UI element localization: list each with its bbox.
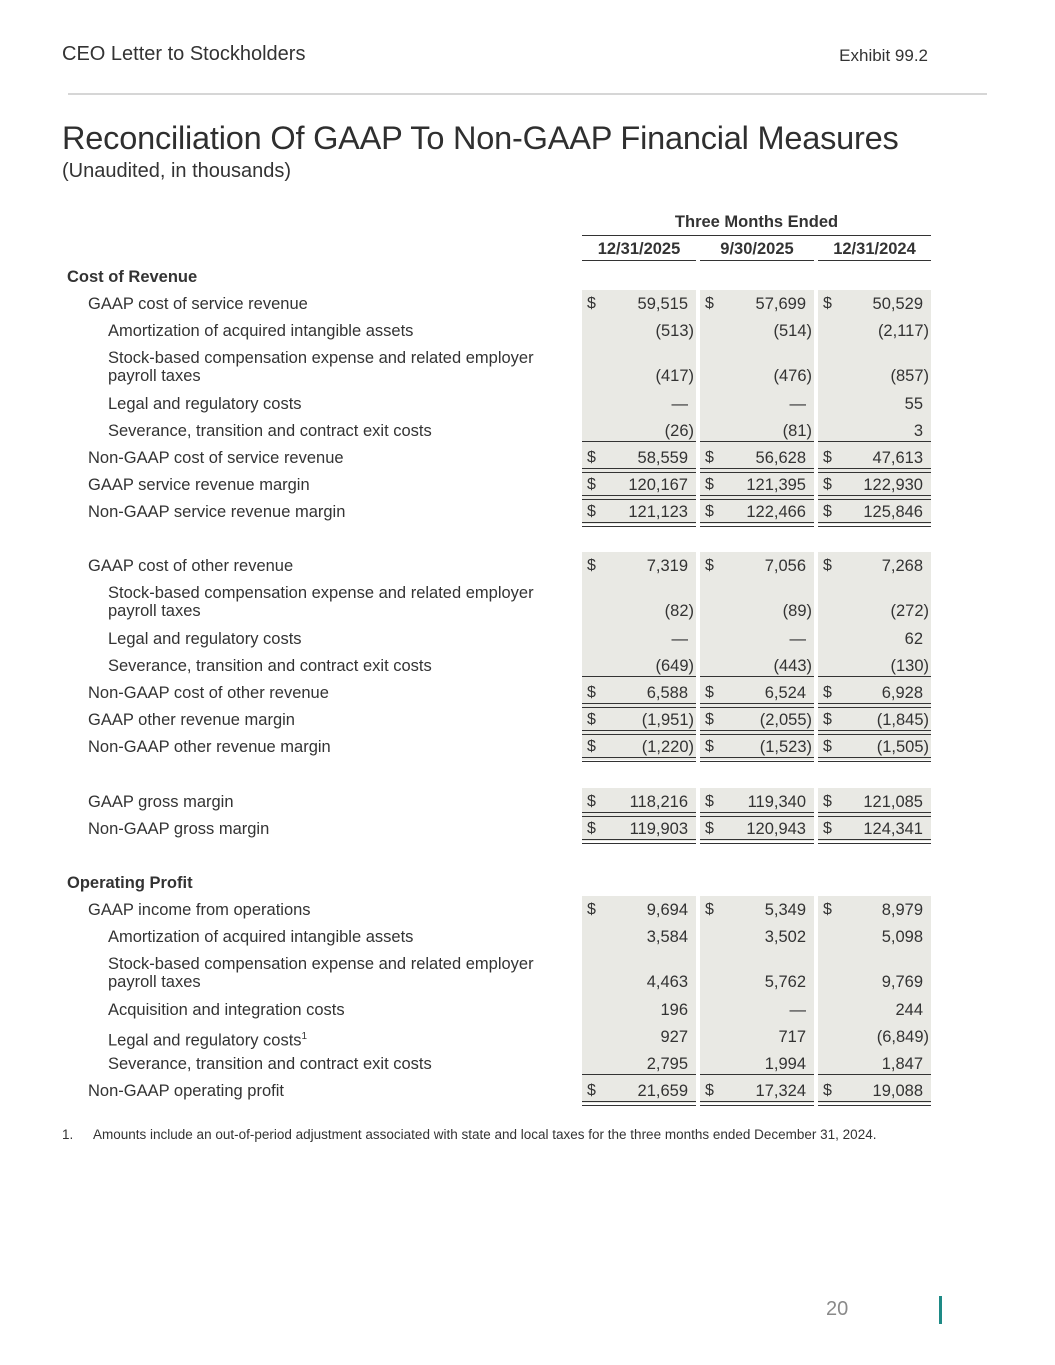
table-cell: (2,117) xyxy=(877,322,929,340)
page-number: 20 xyxy=(826,1298,849,1320)
table-cell: (857) xyxy=(890,367,929,385)
table-cell: 3,502 xyxy=(764,928,806,946)
table-row xyxy=(0,955,1055,991)
total-double-rule xyxy=(582,1101,696,1106)
table-row xyxy=(0,349,1055,385)
page-header-right: Exhibit 99.2 xyxy=(839,46,928,65)
total-double-rule xyxy=(818,495,931,500)
table-cell: (81) xyxy=(782,422,812,440)
total-double-rule xyxy=(582,495,696,500)
row-label: Legal and regulatory costs xyxy=(108,395,302,413)
table-row xyxy=(0,1082,1055,1117)
row-label: Severance, transition and contract exit costs xyxy=(108,657,432,675)
page-subtitle: (Unaudited, in thousands) xyxy=(62,160,292,182)
table-cell: (26) xyxy=(664,422,694,440)
table-cell: 4,463 xyxy=(646,973,688,991)
total-double-rule xyxy=(818,839,931,844)
currency-symbol: $ xyxy=(705,738,714,755)
currency-symbol: $ xyxy=(823,820,832,837)
table-cell: 5,098 xyxy=(881,928,923,946)
table-cell: — xyxy=(671,630,688,648)
column-header: 12/31/2025 xyxy=(582,238,696,261)
row-label: GAAP cost of service revenue xyxy=(88,295,308,313)
total-double-rule xyxy=(700,522,814,527)
table-cell: — xyxy=(671,395,688,413)
table-cell: 6,524 xyxy=(764,684,806,702)
row-label: GAAP other revenue margin xyxy=(88,711,295,729)
row-label: GAAP service revenue margin xyxy=(88,476,310,494)
table-cell: — xyxy=(789,1001,806,1019)
currency-symbol: $ xyxy=(705,711,714,728)
row-label: Non-GAAP other revenue margin xyxy=(88,738,331,756)
table-cell: (1,951) xyxy=(641,711,694,729)
table-cell: 19,088 xyxy=(872,1082,923,1100)
table-cell: (272) xyxy=(890,602,929,620)
currency-symbol: $ xyxy=(705,295,714,312)
currency-symbol: $ xyxy=(705,793,714,810)
row-label: Non-GAAP cost of other revenue xyxy=(88,684,329,702)
footnote-marker: 1 xyxy=(301,1031,308,1042)
table-cell: (1,220) xyxy=(641,738,694,756)
total-double-rule xyxy=(700,757,814,762)
table-cell: 47,613 xyxy=(872,449,923,467)
currency-symbol: $ xyxy=(587,820,596,837)
currency-symbol: $ xyxy=(587,738,596,755)
table-cell: 55 xyxy=(904,395,923,413)
table-cell: 120,943 xyxy=(746,820,806,838)
currency-symbol: $ xyxy=(823,793,832,810)
row-label: GAAP income from operations xyxy=(88,901,311,919)
table-cell: 62 xyxy=(904,630,923,648)
table-row xyxy=(0,820,1055,855)
currency-symbol: $ xyxy=(823,557,832,574)
table-cell: 7,268 xyxy=(881,557,923,575)
table-cell: 118,216 xyxy=(629,793,688,811)
total-double-rule xyxy=(700,703,814,708)
subtotal-rule xyxy=(700,1074,814,1075)
table-cell: (89) xyxy=(782,602,812,620)
column-header: 9/30/2025 xyxy=(700,238,814,261)
total-double-rule xyxy=(818,1101,931,1106)
row-label: Stock-based compensation expense and related employer payroll taxes xyxy=(108,349,534,385)
subtotal-rule xyxy=(582,441,696,442)
currency-symbol: $ xyxy=(823,684,832,701)
table-cell: (417) xyxy=(655,367,694,385)
page-accent-bar xyxy=(939,1296,942,1324)
currency-symbol: $ xyxy=(823,449,832,466)
table-cell: 9,769 xyxy=(881,973,923,991)
table-cell: 7,056 xyxy=(764,557,806,575)
table-cell: 196 xyxy=(660,1001,688,1019)
total-double-rule xyxy=(700,812,814,817)
total-double-rule xyxy=(818,812,931,817)
currency-symbol: $ xyxy=(705,684,714,701)
subtotal-rule xyxy=(582,1074,696,1075)
currency-symbol: $ xyxy=(587,684,596,701)
row-label: Severance, transition and contract exit costs xyxy=(108,1055,432,1073)
currency-symbol: $ xyxy=(587,711,596,728)
footnote-number: 1. xyxy=(62,1127,74,1142)
currency-symbol: $ xyxy=(587,503,596,520)
total-double-rule xyxy=(700,495,814,500)
total-double-rule xyxy=(582,812,696,817)
row-label: Legal and regulatory costs xyxy=(108,630,302,648)
table-cell: 120,167 xyxy=(628,476,688,494)
subtotal-rule xyxy=(818,676,931,677)
table-row xyxy=(0,738,1055,773)
table-cell: (514) xyxy=(773,322,812,340)
table-row xyxy=(0,584,1055,620)
table-cell: (1,845) xyxy=(876,711,929,729)
table-cell: 21,659 xyxy=(637,1082,688,1100)
table-row xyxy=(0,503,1055,538)
currency-symbol: $ xyxy=(823,901,832,918)
subtotal-rule xyxy=(818,441,931,442)
table-cell: 119,340 xyxy=(747,793,806,811)
table-cell: 124,341 xyxy=(863,820,923,838)
total-double-rule xyxy=(582,468,696,473)
table-cell: 927 xyxy=(660,1028,688,1046)
page-title: Reconciliation Of GAAP To Non-GAAP Financial Measures xyxy=(62,120,899,156)
row-label: Amortization of acquired intangible assets xyxy=(108,322,414,340)
currency-symbol: $ xyxy=(705,449,714,466)
table-cell: 121,395 xyxy=(746,476,806,494)
currency-symbol: $ xyxy=(705,503,714,520)
table-cell: 121,123 xyxy=(628,503,688,521)
table-cell: 3 xyxy=(913,422,923,440)
row-label: Non-GAAP operating profit xyxy=(88,1082,284,1100)
total-double-rule xyxy=(582,730,696,735)
table-cell: 17,324 xyxy=(755,1082,806,1100)
subtotal-rule xyxy=(700,441,814,442)
row-label: Operating Profit xyxy=(67,874,193,892)
row-label: Amortization of acquired intangible assets xyxy=(108,928,414,946)
table-cell: (2,055) xyxy=(759,711,812,729)
table-cell: 7,319 xyxy=(646,557,688,575)
table-cell: (443) xyxy=(773,657,812,675)
table-cell: (6,849) xyxy=(876,1028,929,1046)
subtotal-rule xyxy=(582,676,696,677)
page-header-left: CEO Letter to Stockholders xyxy=(62,43,306,65)
table-cell: 717 xyxy=(778,1028,806,1046)
table-cell: (476) xyxy=(773,367,812,385)
total-double-rule xyxy=(818,703,931,708)
table-cell: (130) xyxy=(890,657,929,675)
currency-symbol: $ xyxy=(587,557,596,574)
table-cell: 8,979 xyxy=(881,901,923,919)
total-double-rule xyxy=(818,757,931,762)
total-double-rule xyxy=(700,468,814,473)
currency-symbol: $ xyxy=(823,711,832,728)
row-label: Severance, transition and contract exit costs xyxy=(108,422,432,440)
currency-symbol: $ xyxy=(823,738,832,755)
row-label: Non-GAAP gross margin xyxy=(88,820,270,838)
currency-symbol: $ xyxy=(587,295,596,312)
row-label: GAAP gross margin xyxy=(88,793,234,811)
row-label: Cost of Revenue xyxy=(67,268,198,286)
subtotal-rule xyxy=(700,676,814,677)
currency-symbol: $ xyxy=(587,1082,596,1099)
currency-symbol: $ xyxy=(705,557,714,574)
currency-symbol: $ xyxy=(823,295,832,312)
table-cell: 1,994 xyxy=(764,1055,806,1073)
table-cell: 5,349 xyxy=(764,901,806,919)
total-double-rule xyxy=(818,730,931,735)
currency-symbol: $ xyxy=(705,1082,714,1099)
table-cell: 125,846 xyxy=(863,503,923,521)
total-double-rule xyxy=(818,522,931,527)
row-label: Acquisition and integration costs xyxy=(108,1001,345,1019)
table-cell: (82) xyxy=(664,602,694,620)
total-double-rule xyxy=(700,730,814,735)
table-cell: 122,930 xyxy=(863,476,923,494)
currency-symbol: $ xyxy=(705,820,714,837)
table-cell: — xyxy=(789,395,806,413)
table-cell: 3,584 xyxy=(646,928,688,946)
total-double-rule xyxy=(700,839,814,844)
table-cell: — xyxy=(789,630,806,648)
currency-symbol: $ xyxy=(587,793,596,810)
table-cell: 9,694 xyxy=(646,901,688,919)
row-label: Stock-based compensation expense and related employer payroll taxes xyxy=(108,955,534,991)
table-cell: 58,559 xyxy=(637,449,688,467)
total-double-rule xyxy=(582,757,696,762)
total-double-rule xyxy=(818,468,931,473)
currency-symbol: $ xyxy=(705,476,714,493)
row-label: GAAP cost of other revenue xyxy=(88,557,294,575)
total-double-rule xyxy=(582,703,696,708)
total-double-rule xyxy=(700,1101,814,1106)
header-divider xyxy=(68,93,987,95)
table-cell: 56,628 xyxy=(755,449,806,467)
row-label: Legal and regulatory costs$^1$ xyxy=(108,1031,308,1050)
currency-symbol: $ xyxy=(823,476,832,493)
period-header: Three Months Ended xyxy=(582,211,931,236)
table-cell: (1,523) xyxy=(759,738,812,756)
table-cell: 2,795 xyxy=(646,1055,688,1073)
currency-symbol: $ xyxy=(705,901,714,918)
table-cell: 5,762 xyxy=(764,973,806,991)
currency-symbol: $ xyxy=(587,901,596,918)
table-cell: 6,928 xyxy=(881,684,923,702)
row-label: Stock-based compensation expense and related employer payroll taxes xyxy=(108,584,534,620)
footnote-text: Amounts include an out-of-period adjustment associated with state and local taxes for the three months ended December 31, 2024. xyxy=(93,1127,877,1142)
table-cell: 59,515 xyxy=(637,295,688,313)
table-cell: 6,588 xyxy=(646,684,688,702)
table-cell: 1,847 xyxy=(881,1055,923,1073)
currency-symbol: $ xyxy=(823,1082,832,1099)
column-header: 12/31/2024 xyxy=(818,238,931,261)
table-cell: 119,903 xyxy=(629,820,688,838)
row-label: Non-GAAP service revenue margin xyxy=(88,503,346,521)
currency-symbol: $ xyxy=(587,476,596,493)
table-cell: (1,505) xyxy=(876,738,929,756)
table-cell: 244 xyxy=(895,1001,923,1019)
table-cell: 122,466 xyxy=(746,503,806,521)
table-cell: 57,699 xyxy=(755,295,806,313)
currency-symbol: $ xyxy=(823,503,832,520)
row-label: Non-GAAP cost of service revenue xyxy=(88,449,344,467)
table-cell: (649) xyxy=(655,657,694,675)
total-double-rule xyxy=(582,839,696,844)
subtotal-rule xyxy=(818,1074,931,1075)
table-cell: 50,529 xyxy=(872,295,923,313)
currency-symbol: $ xyxy=(587,449,596,466)
total-double-rule xyxy=(582,522,696,527)
table-cell: (513) xyxy=(655,322,694,340)
table-cell: 121,085 xyxy=(863,793,923,811)
